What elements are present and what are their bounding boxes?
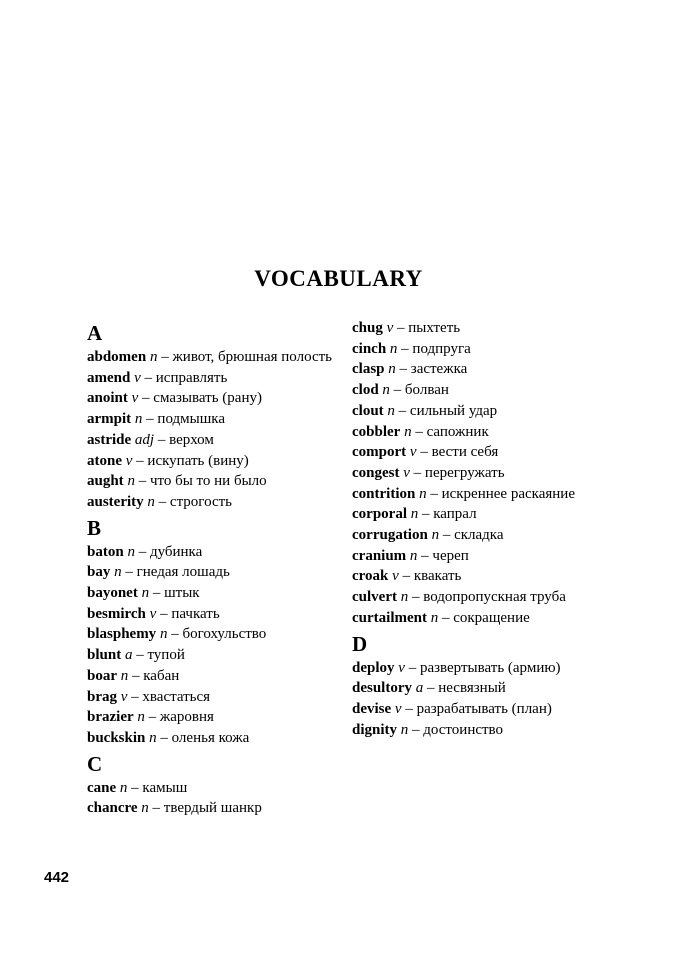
entry-word: deploy [352,659,395,676]
vocabulary-column-left [87,318,337,819]
entry-part-of-speech: n [419,485,427,502]
vocabulary-entry: croak v – квакать [352,568,462,585]
entry-translation: перегружать [424,464,505,481]
entry-word: culvert [352,589,397,606]
vocabulary-entry: armpit n – подмышка [87,411,225,428]
entry-translation: искреннее раскаяние [441,485,575,502]
letter-heading-d: D [352,631,368,656]
entry-word: astride [87,431,132,448]
entry-word: dignity [352,721,398,738]
entry-part-of-speech: v [398,659,405,676]
entry-translation: живот, брюшная полость [172,349,333,365]
entry-translation: кабан [143,667,180,684]
entry-word: besmirch [87,605,146,622]
entry-word: blunt [87,647,122,664]
entry-word: bay [87,564,111,581]
entry-translation: гнедая лошадь [136,564,230,581]
entry-word: curtailment [352,609,427,626]
entry-translation: камыш [142,779,188,796]
vocabulary-entry: abdomen n – живот, брюшная полость [87,349,333,365]
entry-translation: болван [404,382,449,399]
entry-part-of-speech: v [120,688,128,705]
entry-word: devise [352,700,392,717]
entry-part-of-speech: n [119,779,128,796]
entry-translation: исправлять [155,369,228,386]
entry-part-of-speech: v [394,700,402,717]
entry-word: armpit [87,411,132,428]
entry-word: chancre [87,800,138,817]
entry-part-of-speech: n [147,493,155,510]
entry-part-of-speech: v [149,605,157,622]
entry-translation: вести себя [431,444,499,461]
entry-part-of-speech: n [400,589,409,606]
entry-translation: застежка [410,361,468,378]
entry-part-of-speech: n [430,609,439,626]
entry-translation: строгость [169,493,233,510]
vocabulary-entry: corrugation n – складка [352,527,504,544]
entry-part-of-speech: n [409,547,418,564]
entry-part-of-speech: a [415,680,424,697]
entry-word: austerity [87,493,144,510]
entry-part-of-speech: n [137,709,145,726]
entry-translation: что бы то ни было [149,473,267,490]
entry-part-of-speech: n [389,340,398,357]
vocabulary-entry: anoint v – смазывать (рану) [87,390,262,407]
vocabulary-entry: aught n – что бы то ни было [87,473,267,490]
entry-translation: развертывать (армию) [419,659,561,676]
entry-word: croak [352,568,389,585]
vocabulary-entry: deploy v – развертывать (армию) [352,659,561,676]
entry-part-of-speech: v [386,320,394,336]
entry-part-of-speech: v [125,452,133,469]
entry-part-of-speech: n [127,473,135,490]
entry-translation: пыхтеть [408,320,461,336]
entry-word: cane [87,779,117,796]
vocabulary-entry: cranium n – череп [352,547,469,564]
vocabulary-column-right [352,318,592,740]
entry-word: brazier [87,709,134,726]
vocabulary-entry: dignity n – достоинство [352,721,504,738]
entry-word: clasp [352,361,385,378]
entry-part-of-speech: n [141,585,150,602]
entry-translation: капрал [433,506,477,523]
entry-translation: искупать (вину) [147,452,249,469]
entry-part-of-speech: n [149,349,158,365]
entry-part-of-speech: a [124,647,133,664]
vocabulary-entry: clod n – болван [352,382,449,399]
vocabulary-entry: corporal n – капрал [352,506,477,523]
entry-part-of-speech: n [134,411,143,428]
entry-translation: разрабатывать (план) [416,700,552,717]
entry-word: cranium [352,547,407,564]
entry-part-of-speech: n [159,626,168,643]
entry-translation: подпруга [412,340,471,357]
vocabulary-entry: congest v – перегружать [352,464,505,481]
page-number: 442 [44,869,70,886]
entry-part-of-speech: v [403,464,410,481]
vocabulary-entry: blasphemy n – богохульство [87,626,267,643]
vocabulary-entry: clout n – сильный удар [352,402,498,419]
vocabulary-entry: blunt a – тупой [87,647,185,664]
vocabulary-entry: astride adj – верхом [87,431,214,448]
entry-word: baton [87,543,124,560]
entry-part-of-speech: n [410,506,419,523]
entry-word: congest [352,464,400,481]
entry-part-of-speech: v [392,568,399,585]
entry-translation: череп [432,547,469,564]
entry-word: desultory [352,680,412,697]
entry-translation: дубинка [149,543,203,560]
entry-part-of-speech: v [131,390,139,407]
vocabulary-entry: cane n – камыш [87,779,188,796]
entry-word: aught [87,473,124,490]
entry-word: atone [87,452,122,469]
entry-translation: богохульство [182,626,267,643]
entry-word: anoint [87,390,128,407]
vocabulary-entry: desultory a – несвязный [352,680,506,697]
entry-part-of-speech: n [431,527,440,544]
vocabulary-entry: chancre n – твердый шанкр [87,800,262,817]
entry-part-of-speech: adj [134,431,155,448]
entry-translation: хвастаться [142,688,211,705]
entry-translation: складка [454,527,504,544]
letter-heading-a: A [87,321,103,345]
vocabulary-entry: comport v – вести себя [352,444,499,461]
vocabulary-entry: buckskin n – оленья кожа [87,729,250,746]
entry-part-of-speech: n [127,543,135,560]
entry-part-of-speech: n [404,423,412,440]
entry-translation: тупой [147,647,185,664]
entry-word: cinch [352,340,387,357]
entry-translation: достоинство [423,721,504,738]
vocabulary-entry: bayonet n – штык [87,585,200,602]
vocabulary-entry: chug v – пыхтеть [352,320,461,336]
vocabulary-entry: contrition n – искреннее раскаяние [352,485,575,502]
entry-translation: оленья кожа [171,729,250,746]
vocabulary-entry: devise v – разрабатывать (план) [352,700,552,717]
entry-word: contrition [352,485,416,502]
entry-part-of-speech: n [120,667,129,684]
entry-translation: квакать [413,568,462,585]
entry-translation: подмышка [157,411,225,428]
entry-part-of-speech: n [114,564,122,581]
page-title: VOCABULARY [254,266,423,291]
vocabulary-entry: atone v – искупать (вину) [87,452,249,469]
vocabulary-entry: amend v – исправлять [87,369,228,386]
entry-word: bayonet [87,585,138,602]
vocabulary-entry: cobbler n – сапожник [352,423,489,440]
entry-translation: жаровня [159,709,214,726]
entry-translation: смазывать (рану) [153,390,262,407]
vocabulary-entry: culvert n – водопропускная труба [352,589,566,606]
entry-word: clod [352,382,379,399]
entry-word: abdomen [87,349,147,365]
entry-word: brag [87,688,117,705]
entry-translation: несвязный [438,680,506,697]
vocabulary-entry: cinch n – подпруга [352,340,471,357]
vocabulary-entry: brazier n – жаровня [87,709,214,726]
entry-word: corporal [352,506,407,523]
entry-part-of-speech: n [141,800,149,817]
vocabulary-entry: curtailment n – сокращение [352,609,530,626]
entry-translation: твердый шанкр [163,800,262,817]
entry-word: buckskin [87,729,146,746]
entry-part-of-speech: n [388,361,396,378]
entry-part-of-speech: n [400,721,409,738]
entry-part-of-speech: n [387,402,395,419]
entry-word: boar [87,667,117,684]
letter-heading-c: C [87,751,103,776]
entry-translation: штык [164,585,200,602]
entry-word: blasphemy [87,626,157,643]
entry-word: clout [352,402,384,419]
entry-translation: пачкать [171,605,220,622]
vocabulary-entry: baton n – дубинка [87,543,203,560]
entry-word: corrugation [352,527,428,544]
entry-word: cobbler [352,423,401,440]
entry-translation: сапожник [426,423,489,440]
entry-word: chug [352,320,383,336]
entry-part-of-speech: v [409,444,417,461]
entry-translation: верхом [169,431,214,448]
vocabulary-entry: austerity n – строгость [87,493,233,510]
entry-word: amend [87,369,131,386]
entry-part-of-speech: v [134,369,141,386]
vocabulary-entry: bay n – гнедая лошадь [87,564,230,581]
entry-word: comport [352,444,407,461]
entry-translation: сильный удар [409,402,498,419]
vocabulary-entry: clasp n – застежка [352,361,468,378]
entry-translation: водопропускная труба [423,589,566,606]
entry-translation: сокращение [453,609,530,626]
entry-part-of-speech: n [382,382,390,399]
vocabulary-entry: brag v – хвастаться [87,688,211,705]
vocabulary-entry: besmirch v – пачкать [87,605,220,622]
vocabulary-entry: boar n – кабан [87,667,180,684]
letter-heading-b: B [87,515,102,540]
entry-part-of-speech: n [149,729,157,746]
